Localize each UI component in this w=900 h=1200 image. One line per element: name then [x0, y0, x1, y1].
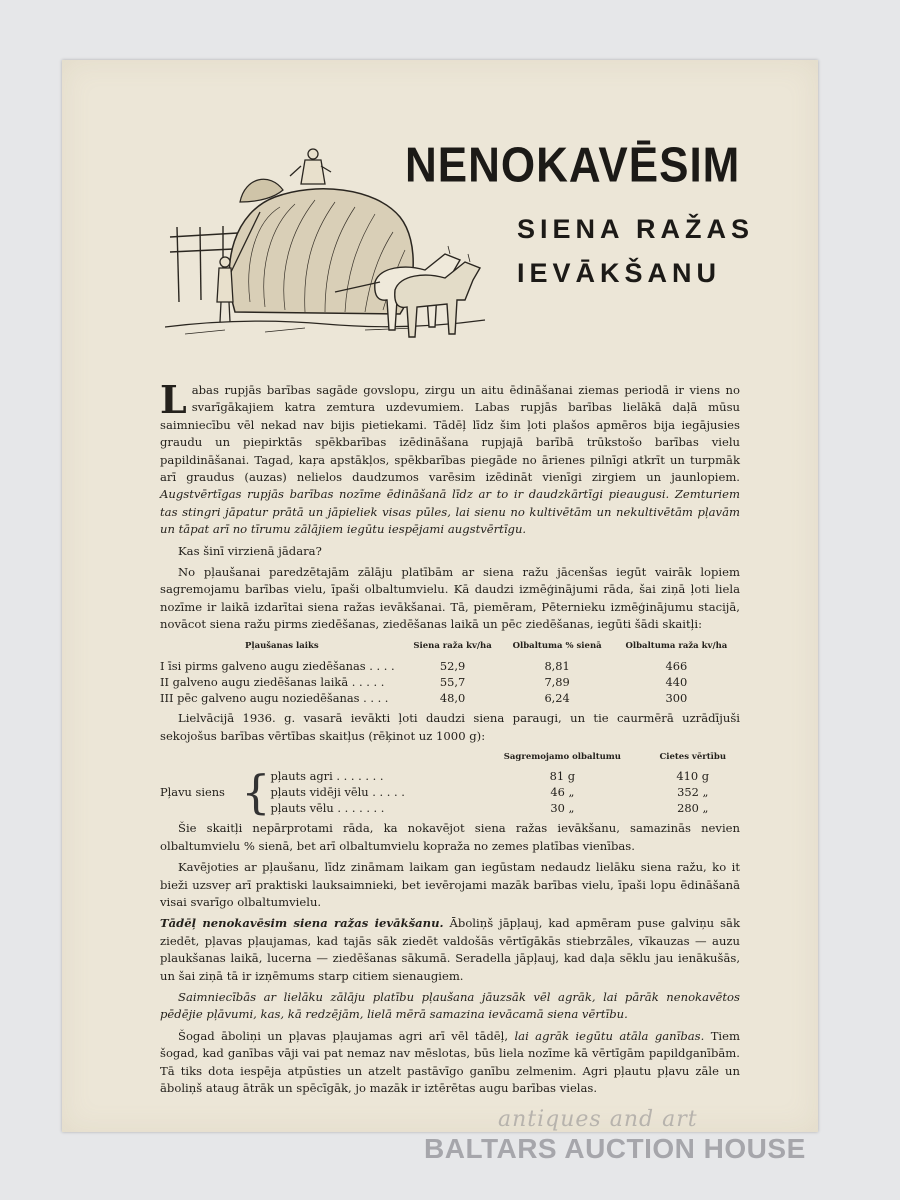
table2-cell: 352 „ — [677, 785, 709, 800]
table1-cell: III pēc galveno augu noziedēšanas . . . . — [160, 691, 389, 706]
paragraph-8 — [160, 1028, 740, 1098]
table2-cell: pļauts vēlu . . . . . . . — [270, 801, 385, 816]
table1-cell: I īsi pirms galveno augu ziedēšanas . . . . — [160, 659, 395, 674]
paragraph-6-text: Āboliņš jāpļauj, kad apmēram puse galviņu sāk ziedēt, pļavas pļaujamas, kad tajās sāk ziedēt valdošās vērtīgākās stiebrzāles, vīkauzas — auzu plaukšanas laikā, lucerna — ziedēšanas sākumā. Seradella jāpļauj, kad daļa sēklu jau ienākušās, un šai ziņā tā ir izņēmums starp citiem sienaugiem. — [160, 916, 740, 983]
hay-value-table — [160, 749, 740, 820]
paragraph-4: Šie skaitļi nepārprotami rāda, ka nokavējot siena ražas ievākšanu, samazinās nevien olbaltumvielu % sienā, bet arī olbaltumvielu kopraža no zemes platības vienības. — [160, 821, 740, 853]
table-row — [160, 768, 740, 784]
intro-italic-text: Augstvērtīgas rupjās barības nozīme ēdināšanā līdz ar to ir daudzkārtīgi pieaugusi. Zemturiem tas stingri jāpatur prātā un jāpieliek visas pūles, lai sienu no kultivētām un nekultivētām pļavām un tāpat arī no tīrumu zālājiem iegūtu iespējami augstvērtīgu. — [160, 487, 740, 537]
table2-cell: 280 „ — [677, 801, 709, 816]
paragraph-8-italic: lai agrāk iegūtu atāla ganības. — [514, 1028, 705, 1043]
table1-cell: 52,9 — [439, 659, 466, 674]
paragraph-3: Lielvācijā 1936. g. vasarā ievākti ļoti daudzi siena paraugi, un tie caurmērā uzrādījuši sekojošus barības vērtības skaitļus (rēķinot uz 1000 g): — [160, 711, 740, 743]
table2-cell: pļauts agri . . . . . . . — [270, 769, 384, 784]
table2-cell: 81 g — [549, 769, 576, 784]
table2-cell: 30 „ — [550, 801, 575, 816]
question-paragraph: Kas šinī virzienā jādara? — [178, 543, 322, 558]
table1-cell: 6,24 — [544, 691, 570, 706]
table1-header: Siena raža kv/ha — [413, 640, 492, 651]
table-row — [160, 658, 740, 674]
paragraph-8-text: Šogad āboliņi un pļavas pļaujamas agri arī vēl tādēļ, — [178, 1028, 515, 1043]
watermark-brand: BALTARS AUCTION HOUSE — [424, 1133, 806, 1164]
table1-header: Pļaušanas laiks — [244, 640, 319, 651]
table1-cell: 7,89 — [544, 675, 570, 690]
table1-header: Olbaltuma % sienā — [512, 640, 602, 651]
table1-cell: 55,7 — [439, 675, 466, 690]
table1-cell: II galveno augu ziedēšanas laikā . . . . . — [160, 675, 385, 690]
table2-header: Cietes vērtību — [659, 751, 727, 762]
table2-cell: pļauts vidēji vēlu . . . . . — [270, 785, 405, 800]
poster-subtitle-line1: SIENA RAŽAS — [517, 214, 755, 244]
table2-header: Sagremojamo olbaltumu — [503, 751, 621, 762]
table1-cell: 8,81 — [544, 659, 570, 674]
paragraph-7: Saimniecībās ar lielāku zālāju platību pļaušana jāuzsāk vēl agrāk, lai pārāk nenokavētos pēdējie pļāvumi, kas, kā redzējām, lielā mērā samazina ievācamā siena vērtību. — [160, 989, 740, 1022]
paragraph-2: No pļaušanai paredzētajām zālāju platībām ar siena ražu jācenšas iegūt vairāk lopiem sagremojamu barības vielu, īpaši olbaltumvielu. Kā daudzi izmēģinājumi rāda, šai ziņā ļoti liela nozīme ir laikā izdarītai siena ražas ievākšanai. Tā, piemēram, Pēternieku izmēģinājumu stacijā, novācot siena ražu pirms ziedēšanas, ziedēšanas laikā un pēc ziedēšanas, iegūti šādi skaitļi: — [160, 565, 740, 632]
brace-symbol: { — [241, 765, 271, 820]
table1-cell: 440 — [665, 675, 688, 690]
table1-header: Olbaltuma raža kv/ha — [625, 640, 728, 651]
watermark-tagline: antiques and art — [498, 1107, 698, 1132]
paragraph-6-lead: Tādēļ nenokavēsim siena ražas ievākšanu. — [160, 916, 444, 931]
paragraph-5: Kavējoties ar pļaušanu, līdz zināmam laikam gan iegūstam nedaudz lielāku siena ražu, ko it bieži uzsveŗ arī praktiski lauksaimnieki, bet ievērojami mazāk barības vielu, īpaši lopu ēdināšanā visai svarīgo olbaltumvielu. — [160, 860, 740, 909]
table1-cell: 300 — [665, 691, 688, 706]
drop-cap: L — [160, 377, 187, 422]
poster-subtitle-line2: IEVĀKŠANU — [517, 258, 722, 288]
article-body — [160, 377, 740, 1101]
poster-title: NENOKAVĒSIM — [405, 138, 741, 193]
table1-cell: 48,0 — [439, 691, 466, 706]
mowing-time-table — [160, 638, 740, 706]
table-row — [160, 674, 740, 690]
intro-text: abas rupjās barības sagāde govslopu, zirgu un aitu ēdināšanai ziemas periodā ir viens no svarīgākajiem katra zemtura uzdevumiem. Labas rupjās barības lielākā daļā mūsu saimniecību vēl nekad nav bijis pietiekami. Tādēļ līdz šim ļoti plašos apmēros bija iegājusies graudu un piepirktās spēkbarības izēdināšana rupjajā barībā trūkstošo barības vielu papildināšanai. Tagad, kaŗa apstākļos, spēkbarības piegāde no ārienes pilnīgi atkrīt un turpmāk arī graudus (auzas) nelielos daudzumos varēsim izēdināt vienīgi zirgiem un jaunlopiem. — [160, 383, 740, 485]
paragraph-6 — [160, 915, 740, 985]
table2-cell: 46 „ — [550, 785, 575, 800]
table-row — [160, 690, 740, 706]
table2-cell: 410 g — [676, 769, 710, 784]
table2-group-label: Pļavu siens — [160, 785, 225, 800]
table1-cell: 466 — [665, 659, 688, 674]
intro-paragraph — [160, 377, 740, 539]
paragraph-8-text-end: Tiem šogad, kad ganības vāji vai pat nemaz nav mēslotas, būs liela nozīme kā vērtīgām papildganībām. Tā tiks dota iespēja atpūsties un atzelt pastāvīgo ganību zelmenim. Agri pļautu pļavu zāle un āboliņš ataug ātrāk un spēcīgāk, jo mazāk ir iztērētas augu barības vielas. — [160, 1028, 740, 1095]
